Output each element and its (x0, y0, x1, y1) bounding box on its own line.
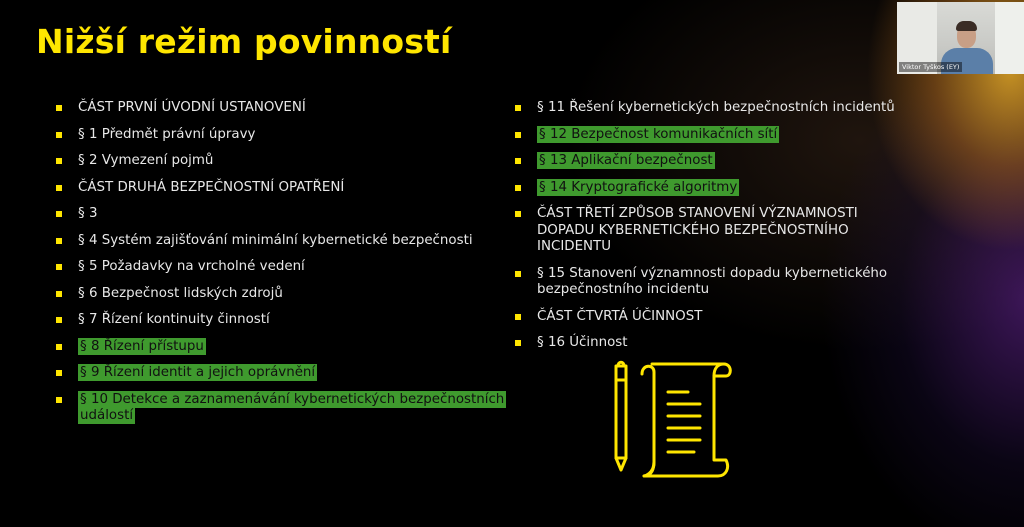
square-bullet-icon (515, 314, 521, 320)
square-bullet-icon (56, 132, 62, 138)
square-bullet-icon (56, 105, 62, 111)
list-item-highlighted (56, 392, 516, 425)
square-bullet-icon (515, 158, 521, 164)
square-bullet-icon (515, 105, 521, 111)
list-item (515, 100, 895, 117)
square-bullet-icon (56, 397, 62, 403)
list-item (56, 100, 516, 117)
list-item (56, 259, 516, 276)
square-bullet-icon (515, 340, 521, 346)
square-bullet-icon (515, 211, 521, 217)
list-item (515, 206, 895, 256)
video-background-window (995, 2, 1024, 74)
right-bullet-list (515, 100, 895, 362)
square-bullet-icon (56, 344, 62, 350)
square-bullet-icon (515, 271, 521, 277)
participant-name-label: Viktor Tyškos (EY) (899, 62, 962, 72)
list-item (56, 312, 516, 329)
list-item-text: § 6 Bezpečnost lidských zdrojů (78, 285, 283, 301)
list-item-text: § 9 Řízení identit a jejich oprávnění (80, 365, 316, 380)
list-item-text: § 13 Aplikační bezpečnost (539, 153, 713, 168)
pen-body (616, 366, 626, 470)
square-bullet-icon (56, 264, 62, 270)
list-item (515, 266, 895, 299)
list-item (515, 309, 895, 326)
list-item (56, 180, 516, 197)
list-item-text: § 15 Stanovení významnosti dopadu kybernetického bezpečnostního incidentu (537, 265, 888, 297)
list-item-highlighted (56, 339, 516, 356)
list-item-text: § 7 Řízení kontinuity činností (78, 312, 270, 327)
list-item (56, 127, 516, 144)
list-item-highlighted (515, 153, 895, 170)
list-item-text: § 10 Detekce a zaznamenávání kybernetických bezpečnostních událostí (80, 391, 505, 423)
slide-title: Nižší režim povinností (36, 22, 452, 61)
square-bullet-icon (56, 158, 62, 164)
list-item (56, 233, 516, 250)
list-item-text: ČÁST TŘETÍ ZPŮSOB STANOVENÍ VÝZNAMNOSTI DOPADU KYBERNETICKÉHO BEZPEČNOSTNÍHO INCIDENTU (537, 206, 858, 254)
list-item-text: § 1 Předmět právní úpravy (78, 126, 256, 142)
list-item-highlighted (515, 180, 895, 197)
participant-video-tile[interactable] (897, 2, 1024, 74)
left-bullet-list (56, 100, 516, 435)
list-item-text: ČÁST DRUHÁ BEZPEČNOSTNÍ OPATŘENÍ (78, 179, 345, 195)
square-bullet-icon (56, 211, 62, 217)
list-item-text: ČÁST ČTVRTÁ ÚČINNOST (537, 308, 703, 324)
list-item (56, 153, 516, 170)
scroll-bottom-curl (644, 462, 654, 476)
list-item-text: § 12 Bezpečnost komunikačních sítí (539, 126, 778, 142)
square-bullet-icon (56, 317, 62, 323)
list-item-text: § 8 Řízení přístupu (80, 338, 204, 354)
square-bullet-icon (56, 238, 62, 244)
square-bullet-icon (515, 185, 521, 191)
participant-hair (956, 21, 977, 31)
scroll-outline (642, 364, 730, 476)
square-bullet-icon (515, 132, 521, 138)
list-item (56, 286, 516, 303)
list-item-text: ČÁST PRVNÍ ÚVODNÍ USTANOVENÍ (78, 100, 306, 115)
list-item-text: § 16 Účinnost (537, 335, 628, 350)
list-item-highlighted (515, 127, 895, 144)
list-item-text: § 2 Vymezení pojmů (78, 153, 214, 168)
square-bullet-icon (56, 291, 62, 297)
list-item-highlighted (56, 365, 516, 382)
list-item-text: § 4 Systém zajišťování minimální kybernetické bezpečnosti (78, 232, 473, 248)
list-item-text: § 14 Kryptografické algoritmy (539, 179, 738, 195)
square-bullet-icon (56, 370, 62, 376)
list-item (56, 206, 516, 223)
scroll-top-curl (714, 364, 724, 376)
scroll-document-with-pen-icon (606, 358, 736, 486)
square-bullet-icon (56, 185, 62, 191)
list-item (515, 335, 895, 352)
list-item-text: § 11 Řešení kybernetických bezpečnostních incidentů (537, 100, 895, 115)
list-item-text: § 3 (78, 206, 98, 221)
list-item-text: § 5 Požadavky na vrcholné vedení (78, 259, 305, 274)
